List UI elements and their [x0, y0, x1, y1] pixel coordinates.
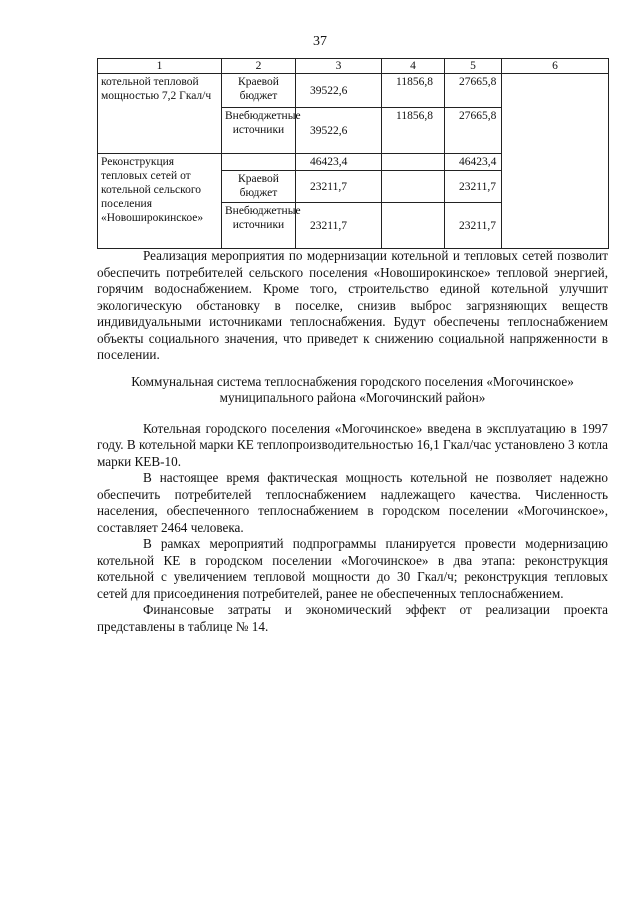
stage1-cell: [382, 154, 445, 171]
paragraph: В настоящее время фактическая мощность котельной не позволяет надежно обеспечить потребителей теплоснабжением надлежащего качества. Численность населения, обеспеченного теплоснабжением в городском поселении «Могочинское», составляет 2464 человека.: [97, 470, 608, 535]
stage2-cell: 46423,4: [445, 154, 502, 171]
section-heading: Коммунальная система теплоснабжения городского поселения «Могочинское» муниципального района «Могочинский район»: [131, 373, 574, 405]
paragraph: Реализация мероприятия по модернизации котельной и тепловых сетей позволит обеспечить потребителей сельского поселения «Новоширокинское» тепловой энергией, горячим водоснабжением. Кроме того, строительство единой котельной улучшит экологическую обстановку в поселке, снизив выброс загрязняющих веществ индивидуальными источниками теплоснабжения. Будут обеспечены теплоснабжением объекты социального значения, что приведет к снижению социальной напряженности в поселении.: [97, 248, 608, 362]
column-header: 3: [296, 59, 382, 74]
stage1-cell: 11856,8: [382, 74, 445, 108]
stage1-cell: [382, 203, 445, 249]
stage2-cell: 27665,8: [445, 74, 502, 108]
project-name-cell: Реконструкция тепловых сетей от котельной сельского поселения «Новоширокинское»: [98, 154, 222, 249]
project-name-cell: котельной тепловой мощностью 7,2 Гкал/ч: [98, 74, 222, 154]
page-number: 37: [313, 34, 327, 49]
funding-source-cell: Краевой бюджет: [222, 74, 296, 108]
table-header-row: [98, 59, 609, 74]
column-header: 6: [502, 59, 609, 74]
total-cell: 23211,7: [296, 203, 382, 249]
stage2-cell: 23211,7: [445, 171, 502, 203]
paragraph: Котельная городского поселения «Могочинское» введена в эксплуатацию в 1997 году. В котельной марки КЕ теплопроизводительностью 16,1 Гкал/час установлено 3 котла марки КЕВ-10.: [97, 420, 608, 469]
paragraph: В рамках мероприятий подпрограммы планируется провести модернизацию котельной КЕ в городском поселении «Могочинское» в два этапа: реконструкция котельной с увеличением тепловой мощности до 30 Гкал/ч; реконструкция тепловых сетей для присоединения потребителей, ранее не обеспеченных теплоснабжением.: [97, 536, 608, 601]
total-cell: 39522,6: [296, 108, 382, 154]
funding-source-cell: [222, 154, 296, 171]
body-text: [97, 248, 608, 635]
column-header: 4: [382, 59, 445, 74]
notes-cell: [502, 74, 609, 249]
column-header: 2: [222, 59, 296, 74]
table-row: [98, 74, 609, 108]
stage1-cell: [382, 171, 445, 203]
stage1-cell: 11856,8: [382, 108, 445, 154]
column-header: 1: [98, 59, 222, 74]
total-cell: 46423,4: [296, 154, 382, 171]
funding-source-cell: Краевой бюджет: [222, 171, 296, 203]
stage2-cell: 23211,7: [445, 203, 502, 249]
funding-source-cell: Внебюджетные источники: [222, 203, 296, 249]
stage2-cell: 27665,8: [445, 108, 502, 154]
budget-table: [97, 58, 609, 249]
total-cell: 39522,6: [296, 74, 382, 108]
funding-source-cell: Внебюджетные источники: [222, 108, 296, 154]
paragraph: Финансовые затраты и экономический эффект от реализации проекта представлены в таблице № 14.: [97, 602, 608, 634]
column-header: 5: [445, 59, 502, 74]
total-cell: 23211,7: [296, 171, 382, 203]
